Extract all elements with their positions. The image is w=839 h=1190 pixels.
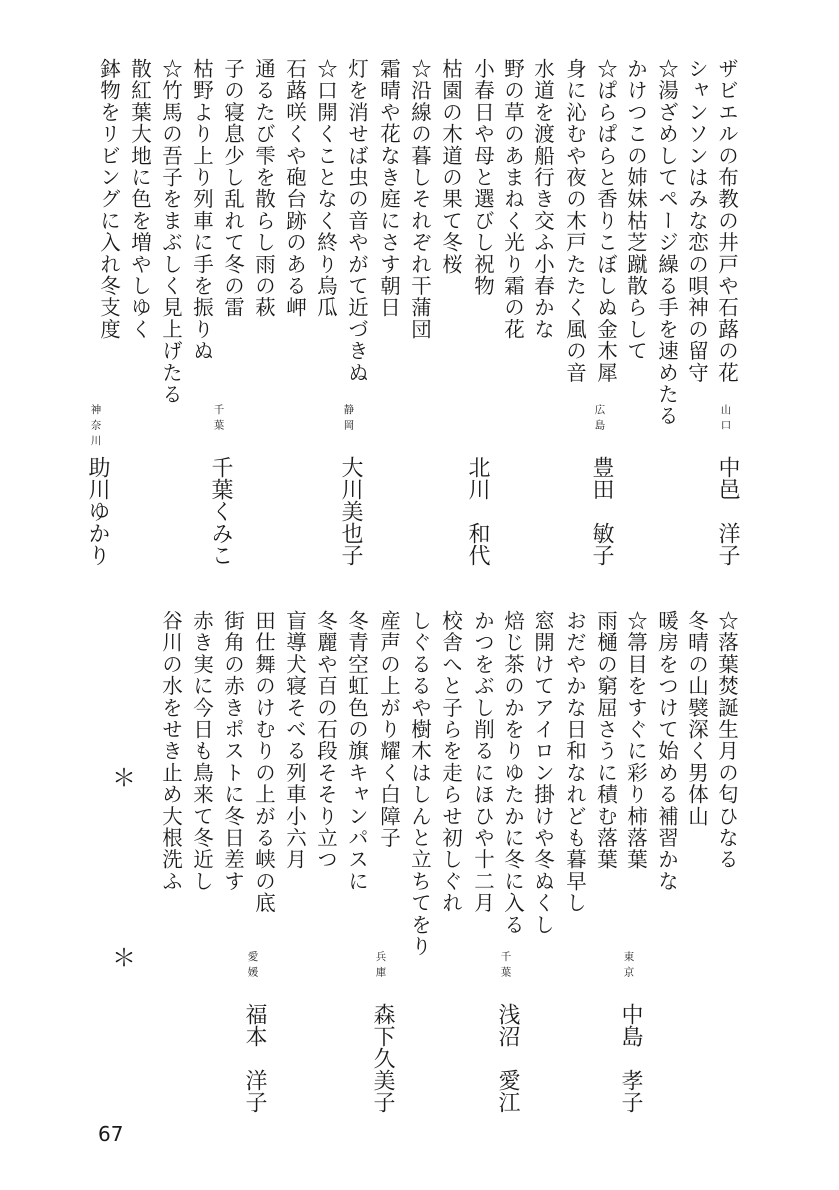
haiku-line: 校舎へと子らを走らせ初しぐれ	[438, 610, 463, 914]
haiku-line: 散紅葉大地に色を増やしゆく	[127, 58, 152, 341]
haiku-line: 霜晴や花なき庭にさす朝日	[376, 58, 401, 319]
author-name: 福本 洋子	[242, 1003, 267, 1113]
haiku-line: ☆落葉焚誕生月の匂ひなる	[714, 610, 739, 871]
haiku-line: ☆竹馬の吾子をまぶしく見上げたる	[158, 58, 183, 406]
haiku-line: 冬麗や百の石段そそり立つ	[313, 610, 338, 871]
author-prefecture: 兵庫	[374, 951, 387, 982]
author-prefecture: 千葉	[212, 404, 225, 435]
haiku-line: 鉢物をリビングに入れ冬支度	[96, 58, 121, 341]
haiku-line: おだやかな日和なれども暮早し	[562, 610, 587, 914]
author-name: 豊田 敏子	[589, 456, 614, 566]
haiku-line: 枯園の木道の果て冬桜	[438, 58, 463, 275]
haiku-line: ☆ぱらぱらと香りこぼしぬ金木犀	[593, 58, 618, 384]
haiku-line: ☆箒目をすぐに彩り柿落葉	[623, 610, 648, 871]
haiku-line: ☆沿線の暮しそれぞれ干蒲団	[407, 58, 432, 341]
author-name: 浅沼 愛江	[495, 1003, 520, 1113]
haiku-line: ザビエルの布教の井戸や石蕗の花	[714, 58, 739, 384]
author-prefecture: 千葉	[499, 951, 512, 982]
haiku-line: 産声の上がり耀く白障子	[376, 610, 401, 849]
haiku-line: 子の寝息少し乱れて冬の雷	[220, 58, 245, 319]
author-prefecture: 広島	[593, 404, 606, 435]
haiku-line: 街角の赤きポストに冬日差す	[220, 610, 245, 893]
haiku-line: 小春日や母と選びし祝物	[470, 58, 495, 297]
haiku-line: 身に沁むや夜の木戸たたく風の音	[562, 58, 587, 384]
author-prefecture: 神奈川	[89, 404, 102, 451]
haiku-line: かけつこの姉妹枯芝蹴散らして	[623, 58, 648, 362]
section-asterisk: ＊	[112, 944, 136, 972]
haiku-line: 野の草のあまねく光り霜の花	[500, 58, 525, 341]
author-prefecture: 山口	[719, 404, 732, 435]
author-name: 中島 孝子	[618, 1003, 643, 1113]
haiku-line: 田仕舞のけむりの上がる峡の底	[251, 610, 276, 914]
haiku-line: シャンソンはみな恋の唄神の留守	[684, 58, 709, 384]
haiku-line: 枯野より上り列車に手を振りぬ	[189, 58, 214, 362]
section-asterisk: ＊	[112, 764, 136, 792]
haiku-line: 暖房をつけて始める補習かな	[654, 610, 679, 893]
author-name: 千葉くみこ	[208, 456, 233, 566]
haiku-line: 赤き実に今日も鳥来て冬近し	[189, 610, 214, 893]
haiku-line: かつをぶし削るにほひや十二月	[470, 610, 495, 914]
haiku-line: 冬晴の山襞深く男体山	[684, 610, 709, 827]
haiku-line: ☆湯ざめしてページ繰る手を速めたる	[654, 58, 679, 427]
author-name: 北川 和代	[465, 456, 490, 566]
haiku-line: 冬青空虹色の旗キャンパスに	[344, 610, 369, 893]
author-prefecture: 東京	[622, 951, 635, 982]
haiku-line: しぐるるや樹木はしんと立ちてをり	[407, 610, 432, 958]
haiku-line: 通るたび雫を散らし雨の萩	[251, 58, 276, 319]
author-prefecture: 愛媛	[246, 951, 259, 982]
haiku-line: 石蕗咲くや砲台跡のある岬	[282, 58, 307, 319]
haiku-line: ☆口開くことなく終り烏瓜	[313, 58, 338, 319]
author-name: 森下久美子	[370, 1003, 395, 1113]
haiku-line: 雨樋の窮屈さうに積む落葉	[593, 610, 618, 871]
author-name: 助川ゆかり	[85, 456, 110, 566]
author-name: 中邑 洋子	[715, 456, 740, 566]
author-prefecture: 静岡	[342, 404, 355, 435]
haiku-line: 窓開けてアイロン掛けや冬ぬくし	[530, 610, 555, 936]
haiku-line: 焙じ茶のかをりゆたかに冬に入る	[500, 610, 525, 936]
haiku-line: 盲導犬寝そべる列車小六月	[282, 610, 307, 871]
haiku-line: 水道を渡船行き交ふ小春かな	[530, 58, 555, 341]
haiku-line: 谷川の水をせき止め大根洗ふ	[158, 610, 183, 893]
page-number: 67	[98, 1122, 124, 1146]
haiku-line: 灯を消せば虫の音やがて近づきぬ	[344, 58, 369, 384]
author-name: 大川美也子	[338, 456, 363, 566]
